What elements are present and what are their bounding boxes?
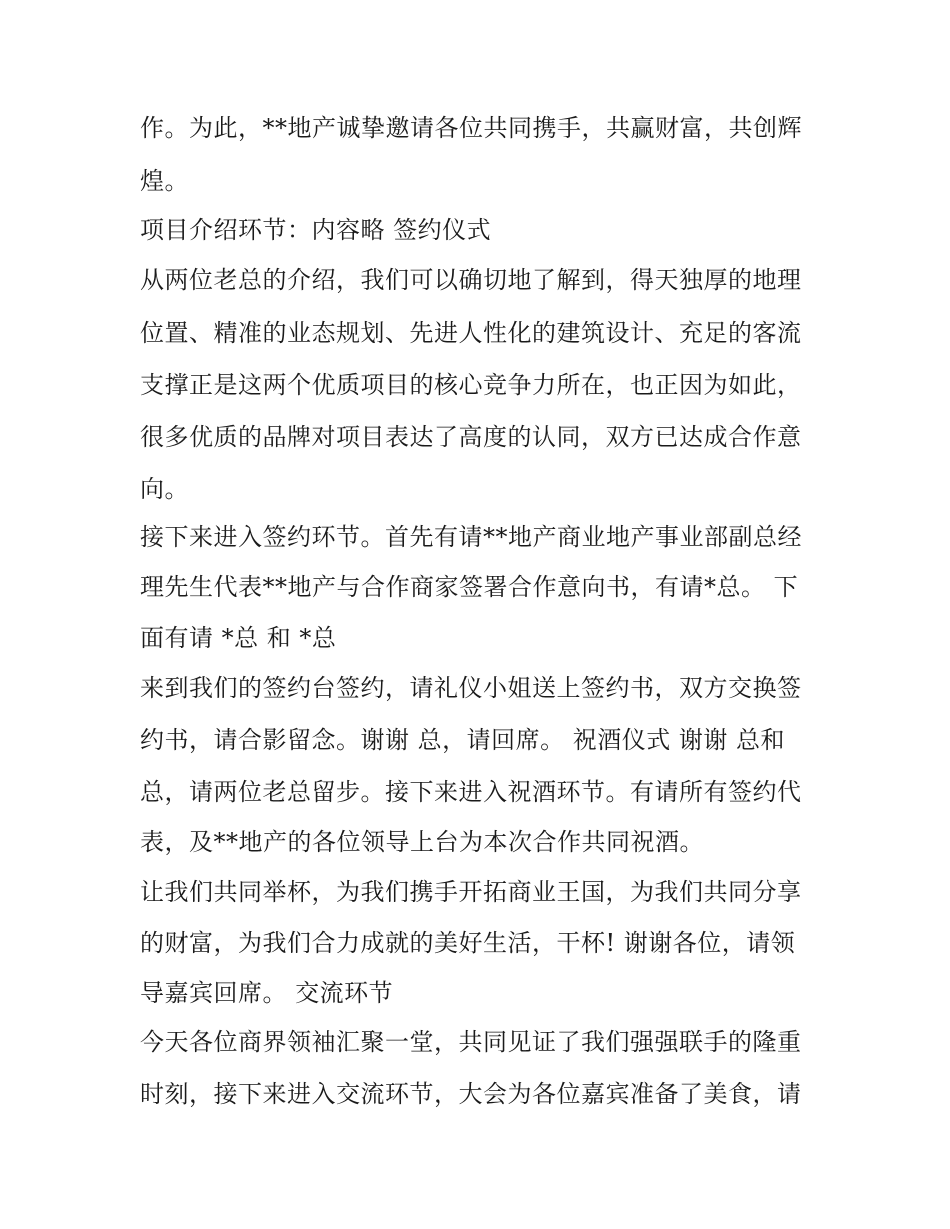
text-line: 支撑正是这两个优质项目的核心竞争力所在，也正因为如此， xyxy=(140,371,802,399)
text-line: 让我们共同举杯，为我们携手开拓商业王国，为我们共同分享 xyxy=(140,878,802,906)
text-line: 面有请 *总 和 *总 xyxy=(140,624,337,652)
text-line: 时刻，接下来进入交流环节，大会为各位嘉宾准备了美食，请 xyxy=(140,1080,802,1108)
text-line: 今天各位商界领袖汇聚一堂，共同见证了我们强强联手的隆重 xyxy=(140,1028,802,1056)
text-line: 表，及**地产的各位领导上台为本次合作共同祝酒。 xyxy=(140,828,704,856)
text-line: 接下来进入签约环节。首先有请**地产商业地产事业部副总经 xyxy=(140,523,802,551)
text-line: 煌。 xyxy=(140,167,189,195)
section-heading: 项目介绍环节：内容略 签约仪式 xyxy=(140,216,492,244)
text-line: 导嘉宾回席。 交流环节 xyxy=(140,979,394,1007)
text-line: 作。为此，**地产诚挚邀请各位共同携手，共赢财富，共创辉 xyxy=(140,114,802,142)
text-line: 来到我们的签约台签约，请礼仪小姐送上签约书，双方交换签 xyxy=(140,674,802,702)
text-line: 约书，请合影留念。谢谢 总，请回席。 祝酒仪式 谢谢 总和 xyxy=(140,726,786,754)
text-line: 向。 xyxy=(140,475,189,503)
text-line: 理先生代表**地产与合作商家签署合作意向书，有请*总。 下 xyxy=(140,573,799,601)
text-line: 的财富，为我们合力成就的美好生活，干杯! 谢谢各位，请领 xyxy=(140,929,796,957)
text-line: 很多优质的品牌对项目表达了高度的认同，双方已达成合作意 xyxy=(140,423,802,451)
text-line: 总，请两位老总留步。接下来进入祝酒环节。有请所有签约代 xyxy=(140,778,802,806)
text-line: 位置、精准的业态规划、先进人性化的建筑设计、充足的客流 xyxy=(140,319,802,347)
text-line: 从两位老总的介绍，我们可以确切地了解到，得天独厚的地理 xyxy=(140,266,802,294)
